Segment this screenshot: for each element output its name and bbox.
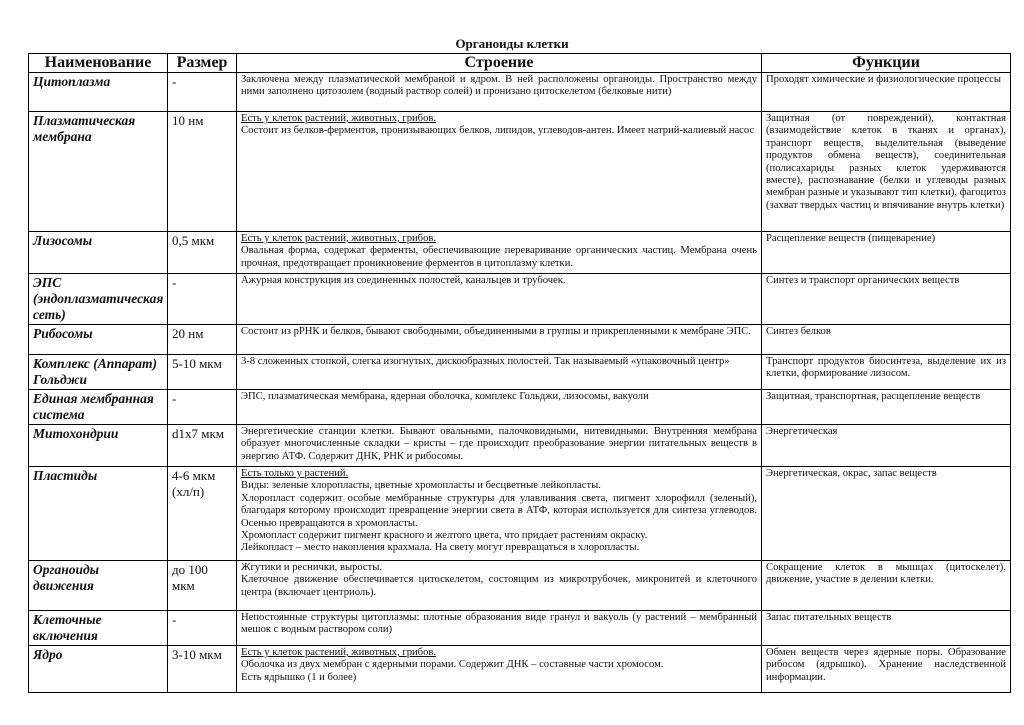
- organelle-size: 20 нм: [168, 325, 237, 355]
- organelle-name: Клеточные включения: [29, 611, 168, 646]
- organelle-size: 5-10 мкм: [168, 355, 237, 390]
- structure-text: 3-8 сложенных стопкой, слегка изогнутых, дискообразных полостей. Так называемый «упаковочный центр»: [241, 356, 730, 367]
- page-title: Органоиды клетки: [455, 36, 569, 51]
- organelle-size: 4-6 мкм (хл/п): [168, 467, 237, 561]
- structure-text: Состоит из белков-ферментов, пронизывающих белков, липидов, углеводов-антен. Имеет натрий-калиевый насос: [241, 125, 755, 137]
- structure-text: Ажурная конструкция из соединенных полостей, канальцев и трубочек.: [241, 275, 566, 286]
- organelle-functions: Защитная (от повреждений), контактная (взаимодействие клеток в тканях и органах), транспорт веществ, выделительная (выведение продуктов обмена веществ), соединительная (полисахариды разных клеток удерживаются вместе), распознавание (белки и углеводы разных мембран разные и указывают тип клетки), фагоцитоз (захват твердых частиц и впячивание внутрь клетки): [762, 112, 1011, 232]
- organelle-structure: [237, 561, 762, 611]
- organelle-functions: Энергетическая: [762, 425, 1011, 467]
- table-row: [29, 561, 1011, 611]
- organelle-functions: Энергетическая, окрас, запас веществ: [762, 467, 1011, 561]
- organelle-size: 0,5 мкм: [168, 232, 237, 274]
- organelle-name: ЭПС (эндоплазматическая сеть): [29, 274, 168, 325]
- table-row: [29, 425, 1011, 467]
- organelles-table: [28, 53, 1011, 693]
- organelle-structure: [237, 425, 762, 467]
- table-row: [29, 646, 1011, 693]
- organelle-functions: Сокращение клеток в мышцах (цитоскелет), движение, участие в делении клетки.: [762, 561, 1011, 611]
- organelle-functions: Синтез и транспорт органических веществ: [762, 274, 1011, 325]
- structure-text: Энергетические станции клетки. Бывают овальными, палочковидными, нитевидными. Внутренняя мембрана образует многочисленные складки – кристы – где происходит преобразование энергии питательных веществ в энергию АТФ. Содержит ДНК, РНК и рибосомы.: [241, 426, 757, 462]
- occurrence-note: Есть только у растений.: [241, 468, 349, 479]
- organelle-name: Рибосомы: [29, 325, 168, 355]
- organelle-name: Единая мембранная система: [29, 390, 168, 425]
- organelle-structure: [237, 73, 762, 112]
- occurrence-note: Есть у клеток растений, животных, грибов.: [241, 233, 437, 244]
- organelle-functions: Расщепление веществ (пищеварение): [762, 232, 1011, 274]
- structure-text: ЭПС, плазматическая мембрана, ядерная оболочка, комплекс Гольджи, лизосомы, вакуоли: [241, 391, 649, 402]
- organelle-size: -: [168, 390, 237, 425]
- occurrence-note: Есть у клеток растений, животных, грибов.: [241, 647, 437, 658]
- organelle-structure: [237, 325, 762, 355]
- organelle-functions: Синтез белков: [762, 325, 1011, 355]
- organelle-size: до 100 мкм: [168, 561, 237, 611]
- organelle-functions: Запас питательных веществ: [762, 611, 1011, 646]
- organelle-name: Комплекс (Аппарат) Гольджи: [29, 355, 168, 390]
- organelle-name: Цитоплазма: [29, 73, 168, 112]
- organelle-name: Пластиды: [29, 467, 168, 561]
- organelle-name: Плазматическая мембрана: [29, 112, 168, 232]
- organelle-name: Митохондрии: [29, 425, 168, 467]
- table-row: [29, 73, 1011, 112]
- organelle-name: Органоиды движения: [29, 561, 168, 611]
- organelle-structure: [237, 467, 762, 561]
- organelle-structure: [237, 355, 762, 390]
- table-row: [29, 325, 1011, 355]
- structure-line: Клеточное движение обеспечивается цитоскелетом, состоящим из микротрубочек, микронитей и клеточного центра (включает центриоль).: [241, 574, 757, 598]
- table-row: [29, 467, 1011, 561]
- organelle-size: d1x7 мкм: [168, 425, 237, 467]
- structure-line: Оболочка из двух мембран с ядерными порами. Содержит ДНК – составные части хромосом.: [241, 659, 664, 671]
- header-structure: Строение: [237, 54, 762, 73]
- table-row: [29, 355, 1011, 390]
- structure-line: Есть ядрышко (1 и более): [241, 671, 357, 683]
- structure-line: Хромопласт содержит пигмент красного и желтого цвета, что придает растениям окраску.: [241, 530, 648, 542]
- organelle-structure: [237, 390, 762, 425]
- table-row: [29, 390, 1011, 425]
- organelle-structure: [237, 646, 762, 693]
- table-header-row: [29, 54, 1011, 73]
- organelle-functions: Проходят химические и физиологические процессы: [762, 73, 1011, 112]
- organelle-structure: [237, 274, 762, 325]
- organelle-size: -: [168, 611, 237, 646]
- table-row: [29, 274, 1011, 325]
- occurrence-note: Есть у клеток растений, животных, грибов.: [241, 113, 437, 124]
- structure-line: Жгутики и реснички, выросты.: [241, 562, 383, 573]
- organelle-name: Ядро: [29, 646, 168, 693]
- organelle-name: Лизосомы: [29, 232, 168, 274]
- organelle-functions: Транспорт продуктов биосинтеза, выделение их из клетки, формирование лизосом.: [762, 355, 1011, 390]
- table-row: [29, 611, 1011, 646]
- organelle-functions: Обмен веществ через ядерные поры. Образование рибосом (ядрышко). Хранение наследственной информации.: [762, 646, 1011, 693]
- structure-text: Состоит из рРНК и белков, бывают свободными, объединенными в группы и прикрепленными к мембране ЭПС.: [241, 326, 751, 337]
- structure-line: Хлоропласт содержит особые мембранные структуры для улавливания света, пигмент хлорофилл (зеленый), благодаря которому происходит превращение энергии света в АТФ, которая используется для синтеза углеводов. Осенью превращаются в хромопласты.: [241, 492, 757, 529]
- organelle-size: -: [168, 73, 237, 112]
- structure-text: Заключена между плазматической мембраной и ядром. В ней расположены органоиды. Пространство между ними заполнено цитозолем (водный раствор солей) и пронизано цитоскелетом (белковые нити): [241, 74, 757, 98]
- organelle-size: 10 нм: [168, 112, 237, 232]
- organelle-functions: Защитная, транспортная, расщепление веществ: [762, 390, 1011, 425]
- table-body: [29, 73, 1011, 693]
- organelle-structure: [237, 611, 762, 646]
- table-row: [29, 112, 1011, 232]
- structure-text: Непостоянные структуры цитоплазмы: плотные образования виде гранул и вакуоль (у растений – мембранный мешок с водным раствором соли): [241, 612, 757, 636]
- structure-line: Лейкопласт – место накопления крахмала. На свету могут превращаться в хлоропласты.: [241, 542, 640, 554]
- organelle-size: 3-10 мкм: [168, 646, 237, 693]
- header-size: Размер: [168, 54, 237, 73]
- organelle-structure: [237, 112, 762, 232]
- structure-text: Овальная форма, содержат ферменты, обеспечивающие переваривание органических частиц. Мембрана очень прочная, предотвращает проникновение ферментов в цитоплазму клетки.: [241, 245, 757, 269]
- header-functions: Функции: [762, 54, 1011, 73]
- structure-line: Виды: зеленые хлоропласты, цветные хромопласты и бесцветные лейкопласты.: [241, 480, 601, 492]
- table-row: [29, 232, 1011, 274]
- header-name: Наименование: [29, 54, 168, 73]
- organelle-structure: [237, 232, 762, 274]
- organelle-size: -: [168, 274, 237, 325]
